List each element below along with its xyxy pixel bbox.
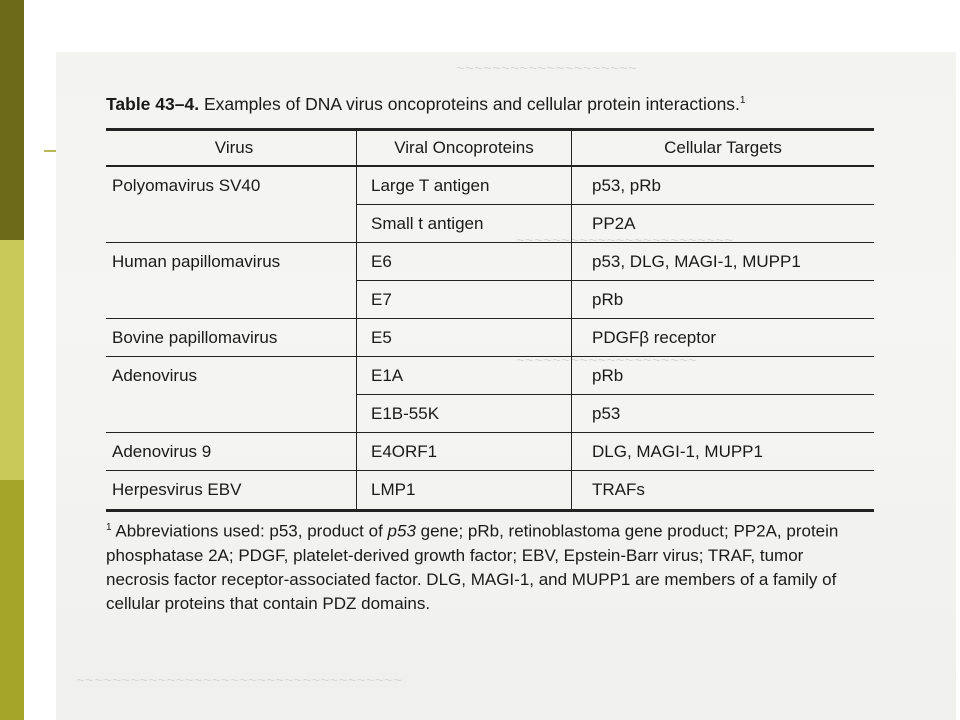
oncoprotein-cell: Small t antigen xyxy=(357,205,572,243)
table-row xyxy=(106,205,874,243)
table-row xyxy=(106,471,874,511)
oncoprotein-cell: E1A xyxy=(357,357,572,395)
oncoprotein-cell: LMP1 xyxy=(357,471,572,511)
table-label: Table 43–4. xyxy=(106,94,200,114)
targets-cell: p53, DLG, MAGI-1, MUPP1 xyxy=(572,243,875,281)
oncoprotein-cell: E6 xyxy=(357,243,572,281)
bleed-through-text: ~~~~~~~~~~~~~~~~~~~~~~~~ xyxy=(516,232,734,249)
table-row xyxy=(106,243,874,281)
footnote-mark: 1 xyxy=(739,95,746,107)
table-title: Examples of DNA virus oncoproteins and cellular protein interactions. xyxy=(203,94,740,114)
oncoprotein-table xyxy=(106,128,874,512)
footnote-text-part1: Abbreviations used: p53, product of xyxy=(115,521,388,541)
targets-cell: p53 xyxy=(572,395,875,433)
bleed-through-text: ~~~~~~~~~~~~~~~~~~~~ xyxy=(456,60,638,77)
footnote-gene-italic: p53 xyxy=(387,521,416,541)
table-row xyxy=(106,395,874,433)
table-footnote xyxy=(106,516,866,616)
virus-cell: Bovine papillomavirus xyxy=(106,319,357,357)
header-viral-oncoproteins: Viral Oncoproteins xyxy=(357,130,572,167)
header-virus: Virus xyxy=(106,130,357,167)
sidebar-block-dark xyxy=(0,0,24,240)
table-row xyxy=(106,319,874,357)
targets-cell: p53, pRb xyxy=(572,166,875,205)
targets-cell: PP2A xyxy=(572,205,875,243)
virus-cell xyxy=(106,281,357,319)
table-header-row xyxy=(106,130,874,167)
footnote-text-part2: gene; pRb, retinoblastoma gene product; PP2A, protein phosphatase 2A; PDGF, platelet-derived growth factor; EBV, Epstein-Barr virus; TRAF, tumor necrosis factor receptor-associated factor. DLG, MAGI-1, and MUPP1 are members of a family of cellular proteins that contain PDZ domains. xyxy=(106,521,839,613)
sidebar-block-mid xyxy=(0,480,24,720)
virus-cell: Herpesvirus EBV xyxy=(106,471,357,511)
sidebar-block-light xyxy=(0,240,24,480)
targets-cell: TRAFs xyxy=(572,471,875,511)
table-caption xyxy=(106,94,745,115)
footnote-number: 1 xyxy=(106,522,112,533)
table-row xyxy=(106,166,874,205)
targets-cell: pRb xyxy=(572,357,875,395)
virus-cell: Adenovirus xyxy=(112,365,198,385)
slide-sidebar xyxy=(0,0,24,720)
virus-cell: Human papillomavirus xyxy=(112,251,281,271)
table-row xyxy=(106,357,874,395)
bleed-through-text: ~~~~~~~~~~~~~~~~~~~~ xyxy=(516,352,698,369)
oncoprotein-cell: E7 xyxy=(357,281,572,319)
targets-cell: DLG, MAGI-1, MUPP1 xyxy=(572,433,875,471)
header-cellular-targets: Cellular Targets xyxy=(572,130,875,167)
virus-cell: Adenovirus 9 xyxy=(106,433,357,471)
oncoprotein-cell: E5 xyxy=(357,319,572,357)
targets-cell: pRb xyxy=(572,281,875,319)
targets-cell: PDGFβ receptor xyxy=(572,319,875,357)
oncoprotein-cell: Large T antigen xyxy=(357,166,572,205)
table-row xyxy=(106,433,874,471)
oncoprotein-cell: E4ORF1 xyxy=(357,433,572,471)
virus-cell xyxy=(106,205,357,243)
virus-cell: Polyomavirus SV40 xyxy=(112,175,261,195)
virus-cell xyxy=(106,395,357,433)
oncoprotein-cell: E1B-55K xyxy=(357,395,572,433)
bleed-through-text: ~~~~~~~~~~~~~~~~~~~~~~~~~~~~~~~~~~~~ xyxy=(76,672,403,689)
table-row xyxy=(106,281,874,319)
